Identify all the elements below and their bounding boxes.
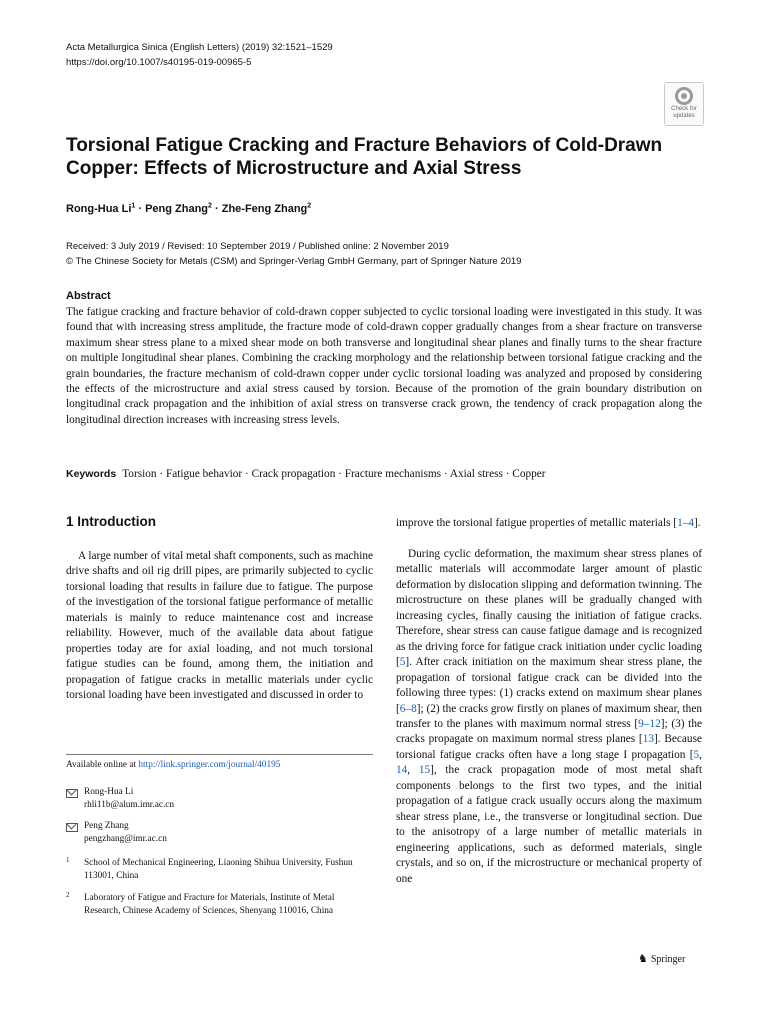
email-icon [66,789,78,798]
affiliation-text: Laboratory of Fatigue and Fracture for Materials, Institute of Metal Research, Chinese Academy of Sciences, Shenyang 110016, China [84,893,335,916]
author-separator: · [135,203,146,215]
affiliation-number: 2 [66,891,70,899]
contact-entry [66,820,167,844]
journal-citation: Acta Metallurgica Sinica (English Letters) (2019) 32:1521–1529 [66,42,333,53]
contact-email[interactable]: rhli11b@alum.imr.ac.cn [84,799,175,810]
author-affil-marker: 1 [131,202,136,210]
citation-link[interactable]: 5 [693,748,700,761]
publisher-name: Springer [650,954,686,965]
affiliation-number: 1 [66,856,70,864]
author-list [66,203,311,215]
paragraph-text: ]. [694,517,701,529]
abstract-heading: Abstract [66,290,111,302]
introduction-paragraph-2 [396,516,702,531]
contact-name: Rong-Hua Li [84,787,134,797]
citation-link[interactable]: 14 [396,764,408,777]
author-separator: · [211,203,222,215]
journal-header [66,40,333,70]
citation-link[interactable]: 13 [642,733,654,746]
publisher-logo [638,952,685,965]
copyright-line: © The Chinese Society for Metals (CSM) and Springer-Verlag GmbH Germany, part of Springer Nature 2019 [66,255,522,267]
introduction-paragraph-3 [396,547,702,887]
citation-link[interactable]: 6–8 [399,702,417,715]
paragraph-text: improve the torsional fatigue properties of metallic materials [ [396,517,678,529]
publication-history [66,240,521,269]
citation-link[interactable]: 15 [418,764,431,777]
badge-label-2: updates [673,112,695,119]
springer-horse-icon: ♞ [638,953,648,965]
paragraph-text: ]; (3) the cracks propagate on maximum normal stress planes [ [396,717,702,746]
footnote-divider [66,754,373,755]
author-name[interactable]: Peng Zhang [145,203,209,215]
author-affil-marker: 2 [307,202,312,210]
paragraph-text: ], the crack propagation mode of most metal shaft components belongs to the first two types, and the initial propagation of a fatigue crack usually occurs along the maximum shear stress plane, i.e., the transverse or longitudinal section. Due to the anisotropy of a large number of metallic materials in engineering applications, such as deformed materials, single crystals, and so on, if the microstructure or mechanical property of one [396,764,702,885]
email-icon [66,823,78,832]
available-prefix: Available online at [66,760,139,770]
contact-name: Peng Zhang [84,821,129,831]
paragraph-text: ]. Because torsional fatigue cracks often have a long stage I propagation [ [396,733,702,761]
keywords-section [66,468,702,480]
paragraph-text: , [407,764,419,777]
author-affil-marker: 2 [208,202,212,210]
citation-link[interactable]: 9–12 [638,717,661,730]
citation-link[interactable]: 5 [399,656,406,669]
update-check-icon [675,87,693,105]
article-title: Torsional Fatigue Cracking and Fracture Behaviors of Cold-Drawn Copper: Effects of Microstructure and Axial Stress [66,135,663,179]
keywords-heading: Keywords [66,468,117,480]
contact-email[interactable]: pengzhang@imr.ac.cn [84,833,167,844]
paragraph-text: ]. After crack initiation on the maximum shear stress plane, the propagation of torsional fatigue crack can be divided into the following three types: (1) cracks extend on maximum shear planes [ [396,656,702,715]
abstract-text: The fatigue cracking and fracture behavior of cold-drawn copper subjected to cyclic torsional loading were investigated in this study. It was found that with increasing stress amplitude, the fracture mode of cold-drawn copper gradually changes from a shear fracture on transverse maximum shear stress plane to a mixed shear mode on both transverse and longitudinal shear planes and finally turns to the shear fracture on multiple longitudinal shear planes. Combining the cracking morphology and the relationship between torsional fatigue cracking and the grain boundaries, the fracture mechanism of cold-drawn copper under cyclic torsional loading was analyzed and proposed by considering the effects of the microstructure and axial stress caused by torsion. Because of the promotion of the grain boundary distribution on longitudinal crack propagation and the inhibition of axial stress on transverse crack grown, the tendency of crack propagation along the longitudinal direction increases with increasing stress levels. [66,306,702,426]
affiliation-text: School of Mechanical Engineering, Liaoning Shihua University, Fushun 113001, China [84,858,353,881]
introduction-paragraph-1: A large number of vital metal shaft components, such as machine drive shafts and oil rig drill pipes, are primarily subjected to cyclic torsional loading that results in failure due to fatigue. The purpose of the investigation of the torsional fatigue performance of metallic materials is mainly to reduce maintenance cost and increase reliability. However, much of the available data about fatigue properties today are for axial loading, and not much torsional fatigue studies can be found, among them, the initiation and propagation of fatigue cracks in metallic materials under cyclic torsional loading have been investigated and discussed in order to [66,550,373,702]
keywords-list: Torsion · Fatigue behavior · Crack propagation · Fracture mechanisms · Axial stress · Copper [122,468,546,480]
contact-entry [66,786,175,810]
check-for-updates-badge[interactable] [664,82,704,126]
paragraph-text: ]; (2) the cracks grow firstly on planes of maximum shear, then transfer to the planes with maximum normal stress [ [396,702,702,730]
doi-link[interactable]: https://doi.org/10.1007/s40195-019-00965-5 [66,57,252,68]
paragraph-text: During cyclic deformation, the maximum shear stress planes of metallic materials will accommodate larger amount of plastic deformation by dislocation slipping and deformation twinning. The microstructure on these planes will be gradually changed with increasing cycles, finally causing the initiation of fatigue cracks. Therefore, shear stress can cause fatigue damage and is recognized as the driving force for fatigue crack initiation under cyclic loading [ [396,548,702,669]
journal-url-link[interactable]: http://link.springer.com/journal/40195 [138,760,281,770]
paragraph-text: , [699,748,702,761]
author-name[interactable]: Zhe-Feng Zhang [221,203,308,215]
citation-link[interactable]: 1–4 [677,517,695,529]
author-name[interactable]: Rong-Hua Li [66,203,132,215]
badge-label-1: Check for [671,106,697,112]
article-dates: Received: 3 July 2019 / Revised: 10 September 2019 / Published online: 2 November 2019 [66,241,449,252]
available-online-note [66,760,280,770]
section-heading-introduction: 1 Introduction [66,514,156,529]
